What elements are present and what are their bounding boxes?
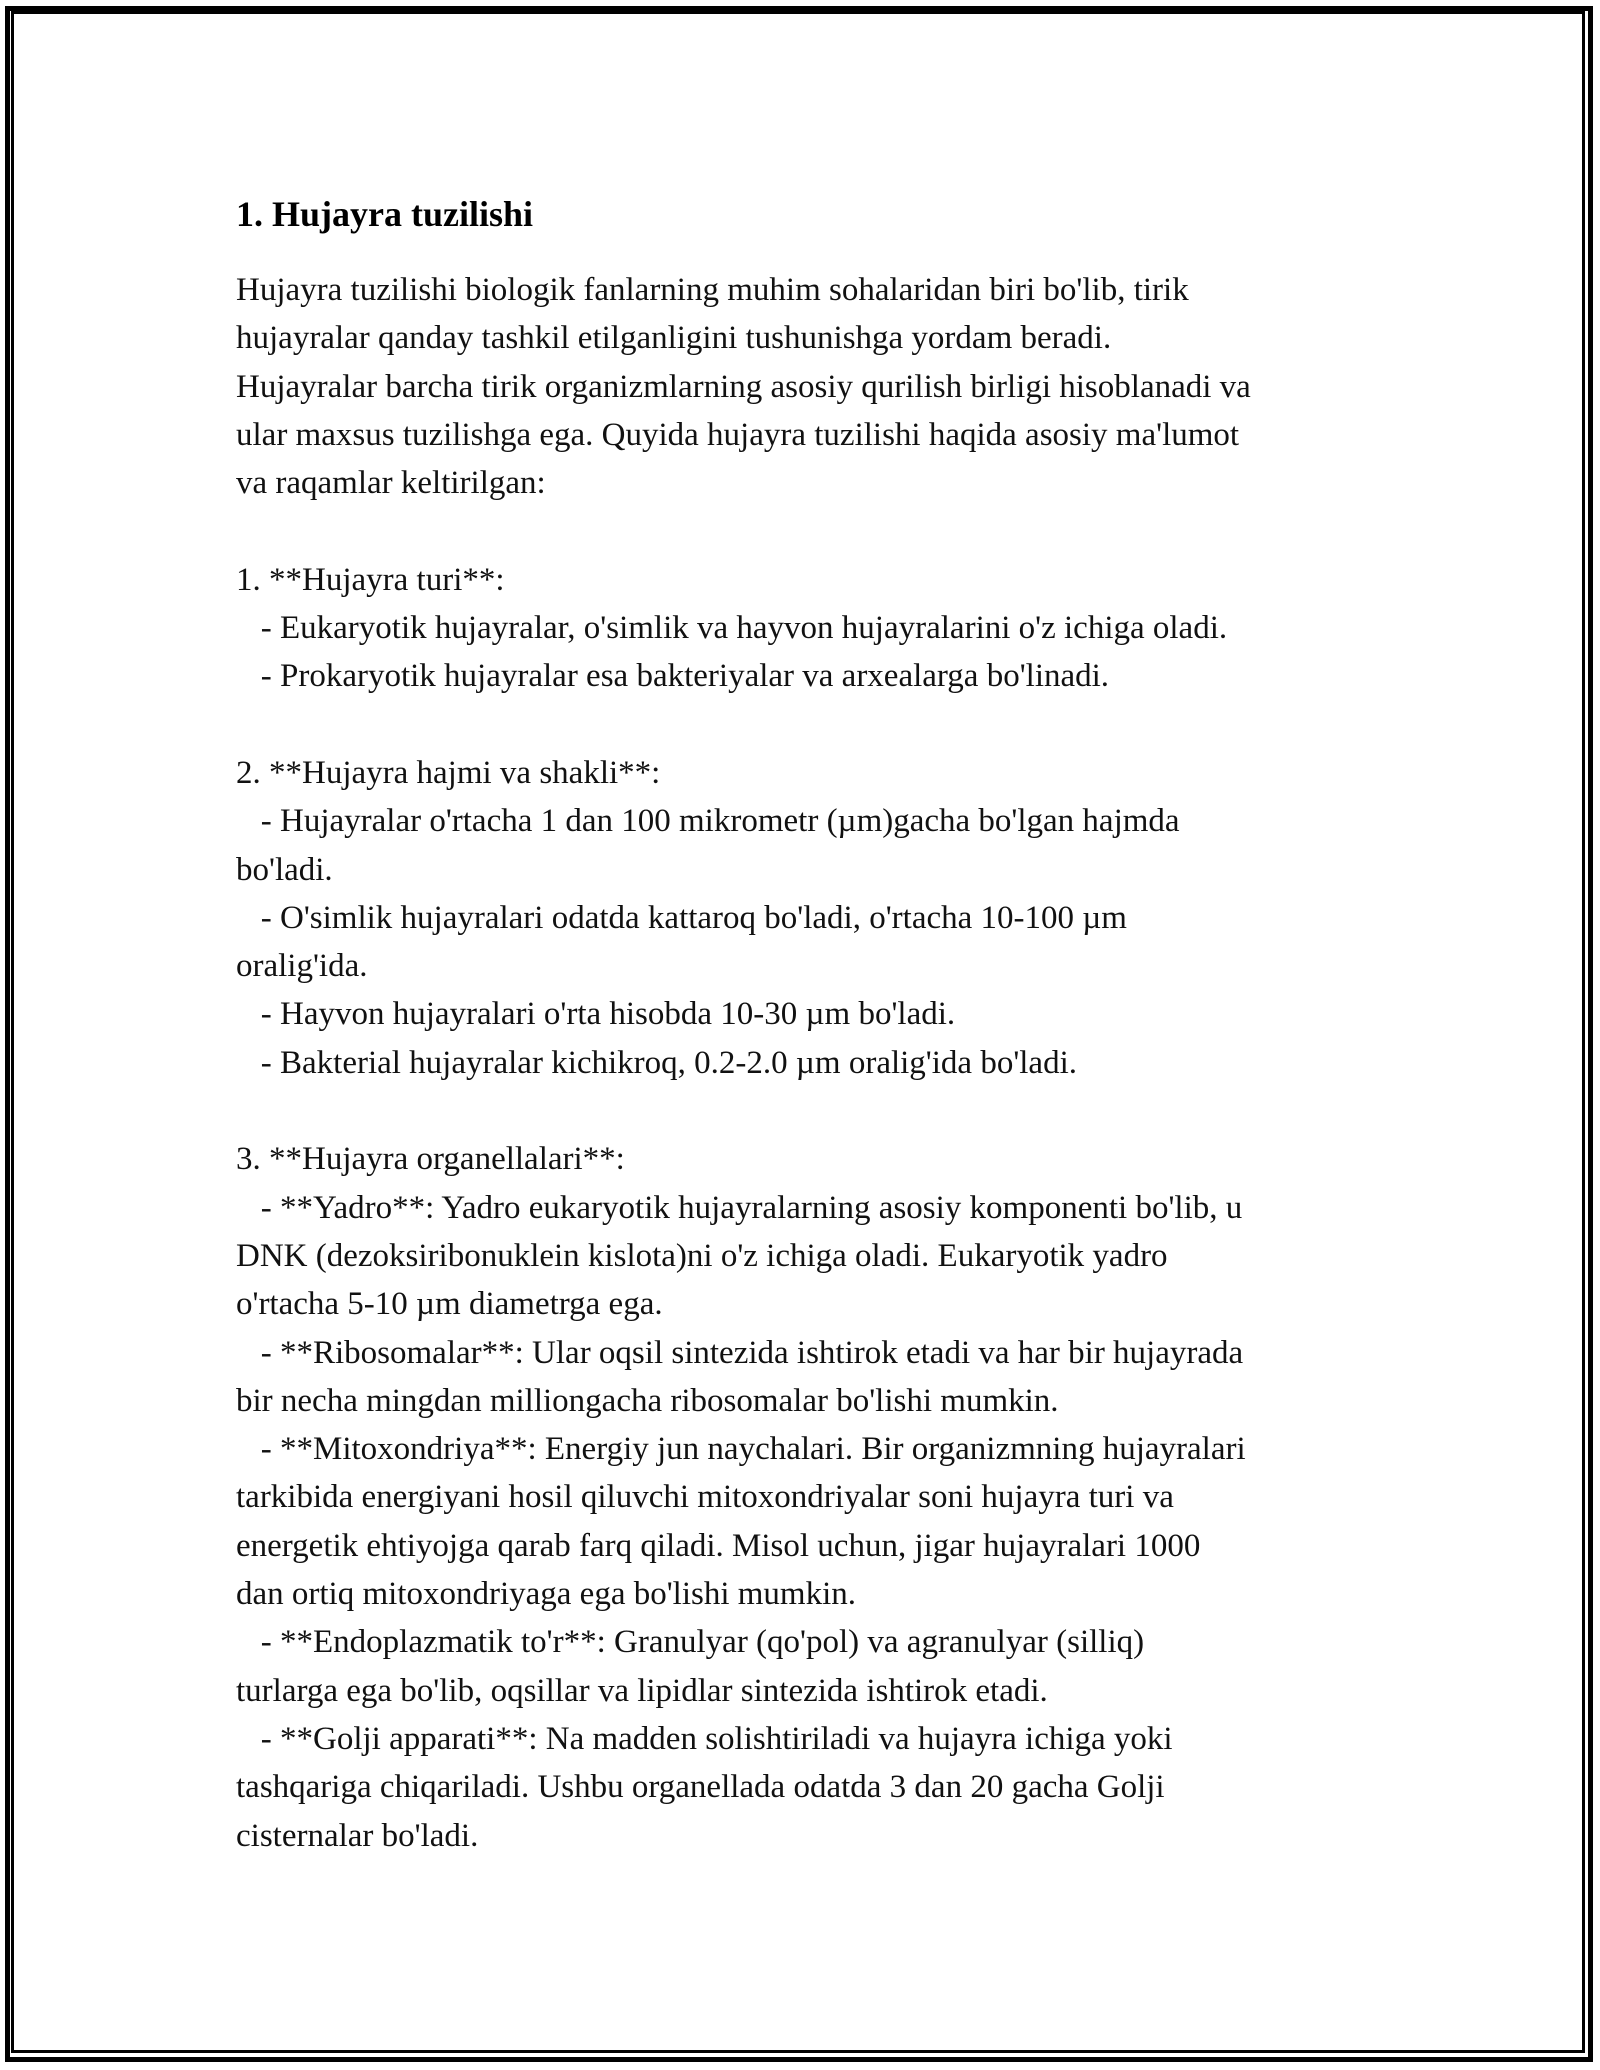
section-heading: 1. Hujayra tuzilishi xyxy=(236,194,534,234)
document-content xyxy=(236,186,1376,1860)
section-body-text: Hujayra tuzilishi biologik fanlarning muhim sohalaridan biri bo'lib, tirik hujayralar qanday tashkil etilganligini tushunishga yordam beradi. Hujayralar barcha tirik organizmlarning asosiy qurilish birligi hisoblanadi va ular maxsus tuzilishga ega. Quyida hujayra tuzilishi haqida asosiy ma'lumot va raqamlar keltirilgan: 1. **Hujayra turi**: - Eukaryotik hujayralar, o'simlik va hayvon hujayralarini o'z ichiga oladi. - Prokaryotik hujayralar esa bakteriyalar va arxealarga bo'linadi. 2. **Hujayra hajmi va shakli**: - Hujayralar o'rtacha 1 dan 100 mikrometr (µm)gacha bo'lgan hajmda bo'ladi. - O'simlik hujayralari odatda kattaroq bo'ladi, o'rtacha 10-100 µm oralig'ida. - Hayvon hujayralari o'rta hisobda 10-30 µm bo'ladi. - Bakterial hujayralar kichikroq, 0.2-2.0 µm oralig'ida bo'ladi. 3. **Hujayra organellalari**: - **Yadro**: Yadro eukaryotik hujayralarning asosiy komponenti bo'lib, u DNK (dezoksiribonuklein kislota)ni o'z ichiga oladi. Eukaryotik yadro o'rtacha 5-10 µm diametrga ega. - **Ribosomalar**: Ular oqsil sintezida ishtirok etadi va har bir hujayrada bir necha mingdan milliongacha ribosomalar bo'lishi mumkin. - **Mitoxondriya**: Energiy jun naychalari. Bir organizmning hujayralari tarkibida energiyani hosil qiluvchi mitoxondriyalar soni hujayra turi va energetik ehtiyojga qarab farq qiladi. Misol uchun, jigar hujayralari 1000 dan ortiq mitoxondriyaga ega bo'lishi mumkin. - **Endoplazmatik to'r**: Granulyar (qo'pol) va agranulyar (silliq) turlarga ega bo'lib, oqsillar va lipidlar sintezida ishtirok etadi. - **Golji apparati**: Na madden solishtiriladi va hujayra ichiga yoki tashqariga chiqariladi. Ushbu organellada odatda 3 dan 20 gacha Golji cisternalar bo'ladi. xyxy=(236,272,1251,1854)
